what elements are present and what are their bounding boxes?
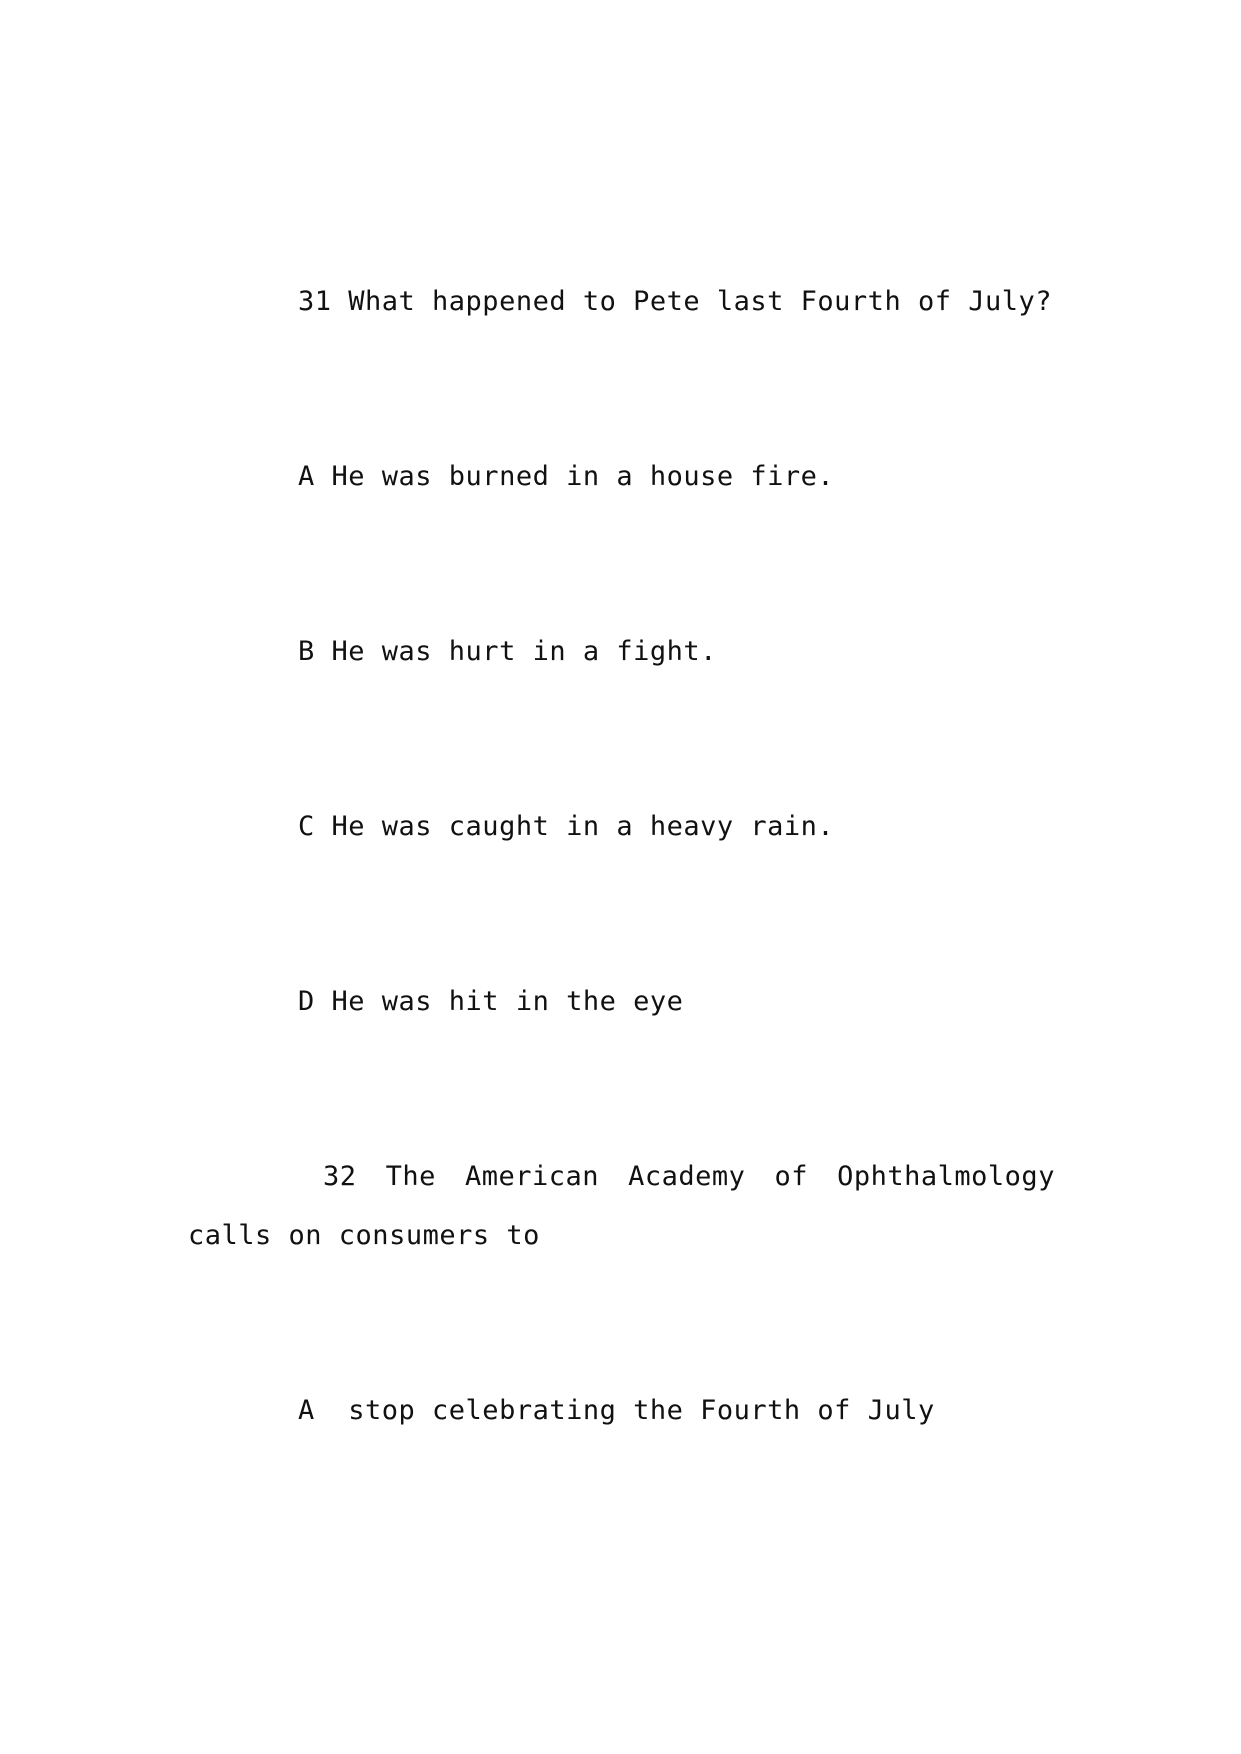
question-32-option-a: A stop celebrating the Fourth of July	[298, 1395, 935, 1426]
question-32-stem-line	[323, 1163, 1055, 1190]
question-32-stem-continuation: calls on consumers to	[188, 1220, 540, 1251]
question-32-word: Academy	[628, 1161, 746, 1192]
question-31-option-a: A He was burned in a house fire.	[298, 461, 835, 492]
question-31-option-c: C He was caught in a heavy rain.	[298, 811, 835, 842]
question-32-word: Ophthalmology	[837, 1161, 1055, 1192]
question-31-option-b: B He was hurt in a fight.	[298, 636, 717, 667]
question-31-option-d: D He was hit in the eye	[298, 986, 684, 1017]
question-32-word: The	[385, 1161, 436, 1192]
question-32-word: of	[774, 1161, 809, 1192]
question-32-word: American	[464, 1161, 600, 1192]
question-32-word: 32	[323, 1161, 357, 1192]
question-31-stem: 31 What happened to Pete last Fourth of July?	[298, 286, 1052, 317]
